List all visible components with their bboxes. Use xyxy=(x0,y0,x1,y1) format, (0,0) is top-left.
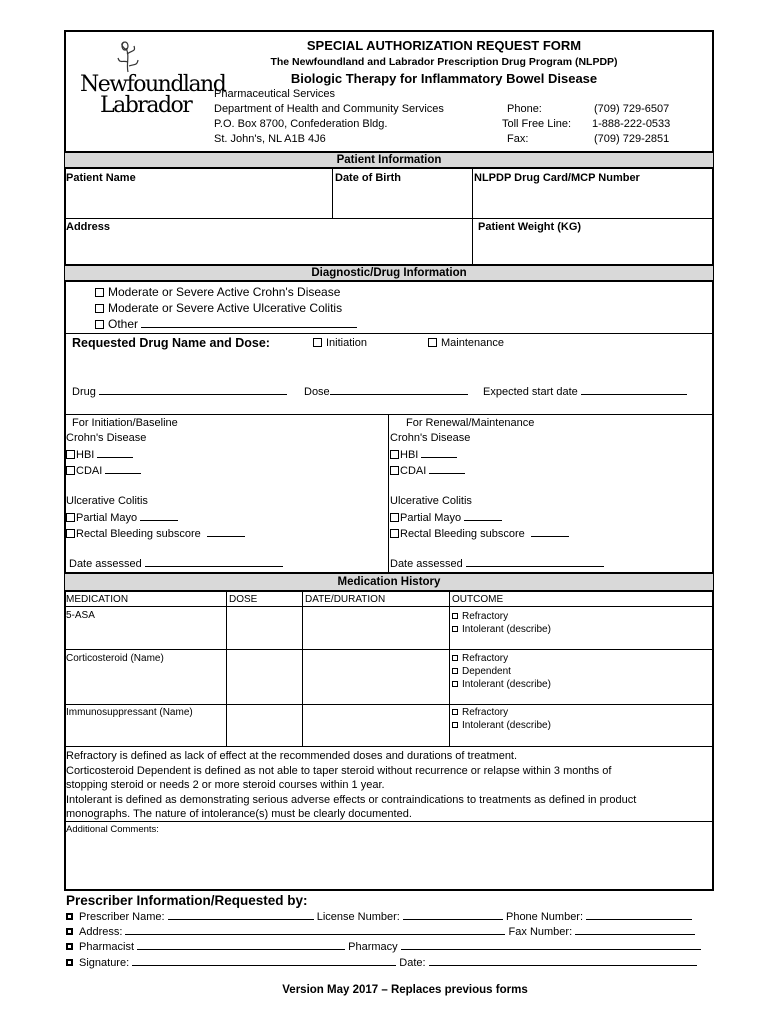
bullet-icon xyxy=(66,943,73,950)
prescriber-row4: Signature: Date: xyxy=(66,956,697,969)
renew-hbi[interactable]: HBI xyxy=(390,448,457,461)
requested-drug-label: Requested Drug Name and Dose: xyxy=(72,336,270,350)
dob-field[interactable] xyxy=(334,188,471,216)
diagnostic-section-header: Diagnostic/Drug Information xyxy=(65,264,713,282)
card-number-field[interactable] xyxy=(474,188,711,216)
renew-date: Date assessed xyxy=(390,557,604,570)
start-date-field[interactable] xyxy=(581,385,687,395)
renew-date-field[interactable] xyxy=(466,557,604,567)
checkbox[interactable] xyxy=(95,304,104,313)
prescriber-fax-field[interactable] xyxy=(575,925,695,935)
patient-section-header: Patient Information xyxy=(65,151,713,169)
maintenance-option[interactable]: Maintenance xyxy=(428,337,504,349)
row2-intolerant[interactable]: Intolerant (describe) xyxy=(452,679,551,690)
init-hbi[interactable]: HBI xyxy=(66,448,133,461)
col-date: DATE/DURATION xyxy=(305,594,386,605)
checkbox[interactable] xyxy=(66,450,75,459)
opt-other[interactable]: Other xyxy=(95,317,357,331)
checkbox[interactable] xyxy=(452,613,458,619)
init-bleeding[interactable]: Rectal Bleeding subscore xyxy=(66,527,245,540)
row-immunosuppressant: Immunosuppressant (Name) xyxy=(66,707,193,718)
init-cdai-field[interactable] xyxy=(105,464,141,474)
renew-crohns-label: Crohn's Disease xyxy=(390,432,471,444)
row2-dependent[interactable]: Dependent xyxy=(452,666,511,677)
checkbox[interactable] xyxy=(452,668,458,674)
comments-label: Additional Comments: xyxy=(66,824,159,835)
renew-bleeding[interactable]: Rectal Bleeding subscore xyxy=(390,527,569,540)
dob-label: Date of Birth xyxy=(335,172,401,184)
definitions: Refractory is defined as lack of effect at the recommended doses and durations of treatment. Corticosteroid Dependent is defined as not able to taper steroid without recurrence or relapse within 3 months of stopping steroid or needs 2 or more steroid courses within 1 year. Intolerant is defined as demonstrating serious adverse effects or contraindications to treatments as defined in product monographs. The nature of intolerance(s) must be clearly documented. xyxy=(66,750,637,820)
checkbox[interactable] xyxy=(452,722,458,728)
form-title: SPECIAL AUTHORIZATION REQUEST FORM xyxy=(306,38,582,53)
checkbox[interactable] xyxy=(390,513,399,522)
prescriber-row2: Address: Fax Number: xyxy=(66,925,695,938)
history-section-header: Medication History xyxy=(65,572,713,592)
patient-name-label: Patient Name xyxy=(66,172,136,184)
initiation-title: For Initiation/Baseline xyxy=(72,417,178,429)
bullet-icon xyxy=(66,913,73,920)
logo xyxy=(80,40,226,118)
weight-field[interactable] xyxy=(474,236,711,264)
checkbox[interactable] xyxy=(452,626,458,632)
prescriber-address-field[interactable] xyxy=(125,925,505,935)
bullet-icon xyxy=(66,928,73,935)
weight-label: Patient Weight (KG) xyxy=(478,221,582,233)
start-date-row: Expected start date xyxy=(483,385,687,398)
prescriber-row1: Prescriber Name: License Number: Phone Number: xyxy=(66,910,692,923)
checkbox[interactable] xyxy=(313,338,322,347)
bullet-icon xyxy=(66,959,73,966)
checkbox[interactable] xyxy=(66,529,75,538)
signature-date-field[interactable] xyxy=(429,956,697,966)
init-mayo[interactable]: Partial Mayo xyxy=(66,511,178,524)
pitcher-plant-icon xyxy=(82,40,182,74)
row1-refractory[interactable]: Refractory xyxy=(452,611,508,622)
init-cdai[interactable]: CDAI xyxy=(66,464,141,477)
comments-field[interactable] xyxy=(66,838,711,888)
phone-label: Phone: xyxy=(507,103,542,115)
col-dose: DOSE xyxy=(229,594,258,605)
row1-intolerant[interactable]: Intolerant (describe) xyxy=(452,624,551,635)
po-box: P.O. Box 8700, Confederation Bldg. xyxy=(214,118,388,130)
init-date-field[interactable] xyxy=(145,557,283,567)
prescriber-row3: Pharmacist Pharmacy xyxy=(66,940,701,953)
renewal-title: For Renewal/Maintenance xyxy=(406,417,535,429)
logo-line1: Newfoundland xyxy=(80,72,226,97)
renew-cdai-field[interactable] xyxy=(429,464,465,474)
tollfree-value: 1-888-222-0533 xyxy=(592,118,671,130)
address-field[interactable] xyxy=(66,236,470,264)
init-uc-label: Ulcerative Colitis xyxy=(66,495,148,507)
bottom-border xyxy=(64,889,714,891)
fax-label: Fax: xyxy=(507,133,529,145)
renew-bleeding-field[interactable] xyxy=(531,527,569,537)
prescriber-title: Prescriber Information/Requested by: xyxy=(66,893,308,908)
tollfree-label: Toll Free Line: xyxy=(502,118,572,130)
checkbox[interactable] xyxy=(390,450,399,459)
checkbox[interactable] xyxy=(390,466,399,475)
card-label: NLPDP Drug Card/MCP Number xyxy=(474,172,640,184)
checkbox[interactable] xyxy=(452,681,458,687)
prescriber-name-field[interactable] xyxy=(168,910,314,920)
col-outcome: OUTCOME xyxy=(452,594,504,605)
renew-cdai[interactable]: CDAI xyxy=(390,464,465,477)
row3-intolerant[interactable]: Intolerant (describe) xyxy=(452,720,551,731)
org-name: Pharmaceutical Services xyxy=(214,88,336,100)
pharmacist-field[interactable] xyxy=(137,940,345,950)
checkbox[interactable] xyxy=(390,529,399,538)
col-medication: MEDICATION xyxy=(66,594,129,605)
initiation-option[interactable]: Initiation xyxy=(313,337,367,349)
prescriber-phone-field[interactable] xyxy=(586,910,692,920)
phone-value: (709) 729-6507 xyxy=(594,103,670,115)
form-subtitle: Biologic Therapy for Inflammatory Bowel Disease xyxy=(290,71,598,86)
address-label: Address xyxy=(66,221,111,233)
opt-crohns[interactable]: Moderate or Severe Active Crohn's Disease xyxy=(95,285,340,299)
patient-name-field[interactable] xyxy=(66,188,331,216)
init-crohns-label: Crohn's Disease xyxy=(66,432,147,444)
drug-row: Drug xyxy=(72,385,287,398)
checkbox[interactable] xyxy=(452,655,458,661)
drug-field[interactable] xyxy=(99,385,287,395)
checkbox[interactable] xyxy=(95,288,104,297)
top-border xyxy=(64,30,714,32)
checkbox[interactable] xyxy=(428,338,437,347)
dept-name: Department of Health and Community Services xyxy=(214,103,444,115)
opt-colitis[interactable]: Moderate or Severe Active Ulcerative Colitis xyxy=(95,301,342,315)
init-mayo-field[interactable] xyxy=(140,511,178,521)
renew-mayo-field[interactable] xyxy=(464,511,502,521)
pharmacy-field[interactable] xyxy=(401,940,701,950)
fax-value: (709) 729-2851 xyxy=(594,133,670,145)
logo-line2: Labrador xyxy=(100,93,192,118)
init-bleeding-field[interactable] xyxy=(207,527,245,537)
signature-field[interactable] xyxy=(132,956,396,966)
row-5asa: 5-ASA xyxy=(66,610,95,621)
program-name: The Newfoundland and Labrador Prescription Drug Program (NLPDP) xyxy=(270,56,618,68)
renew-hbi-field[interactable] xyxy=(421,448,457,458)
init-hbi-field[interactable] xyxy=(97,448,133,458)
city: St. John's, NL A1B 4J6 xyxy=(214,133,326,145)
dose-field[interactable] xyxy=(330,385,468,395)
license-field[interactable] xyxy=(403,910,503,920)
checkbox[interactable] xyxy=(95,320,104,329)
checkbox[interactable] xyxy=(66,466,75,475)
footer-version: Version May 2017 – Replaces previous forms xyxy=(282,984,528,996)
row3-refractory[interactable]: Refractory xyxy=(452,707,508,718)
renew-mayo[interactable]: Partial Mayo xyxy=(390,511,502,524)
other-field[interactable] xyxy=(141,318,357,328)
dose-row: Dose xyxy=(304,385,468,398)
checkbox[interactable] xyxy=(452,709,458,715)
init-date: Date assessed xyxy=(69,557,283,570)
checkbox[interactable] xyxy=(66,513,75,522)
row2-refractory[interactable]: Refractory xyxy=(452,653,508,664)
row-corticosteroid: Corticosteroid (Name) xyxy=(66,653,164,664)
renew-uc-label: Ulcerative Colitis xyxy=(390,495,472,507)
